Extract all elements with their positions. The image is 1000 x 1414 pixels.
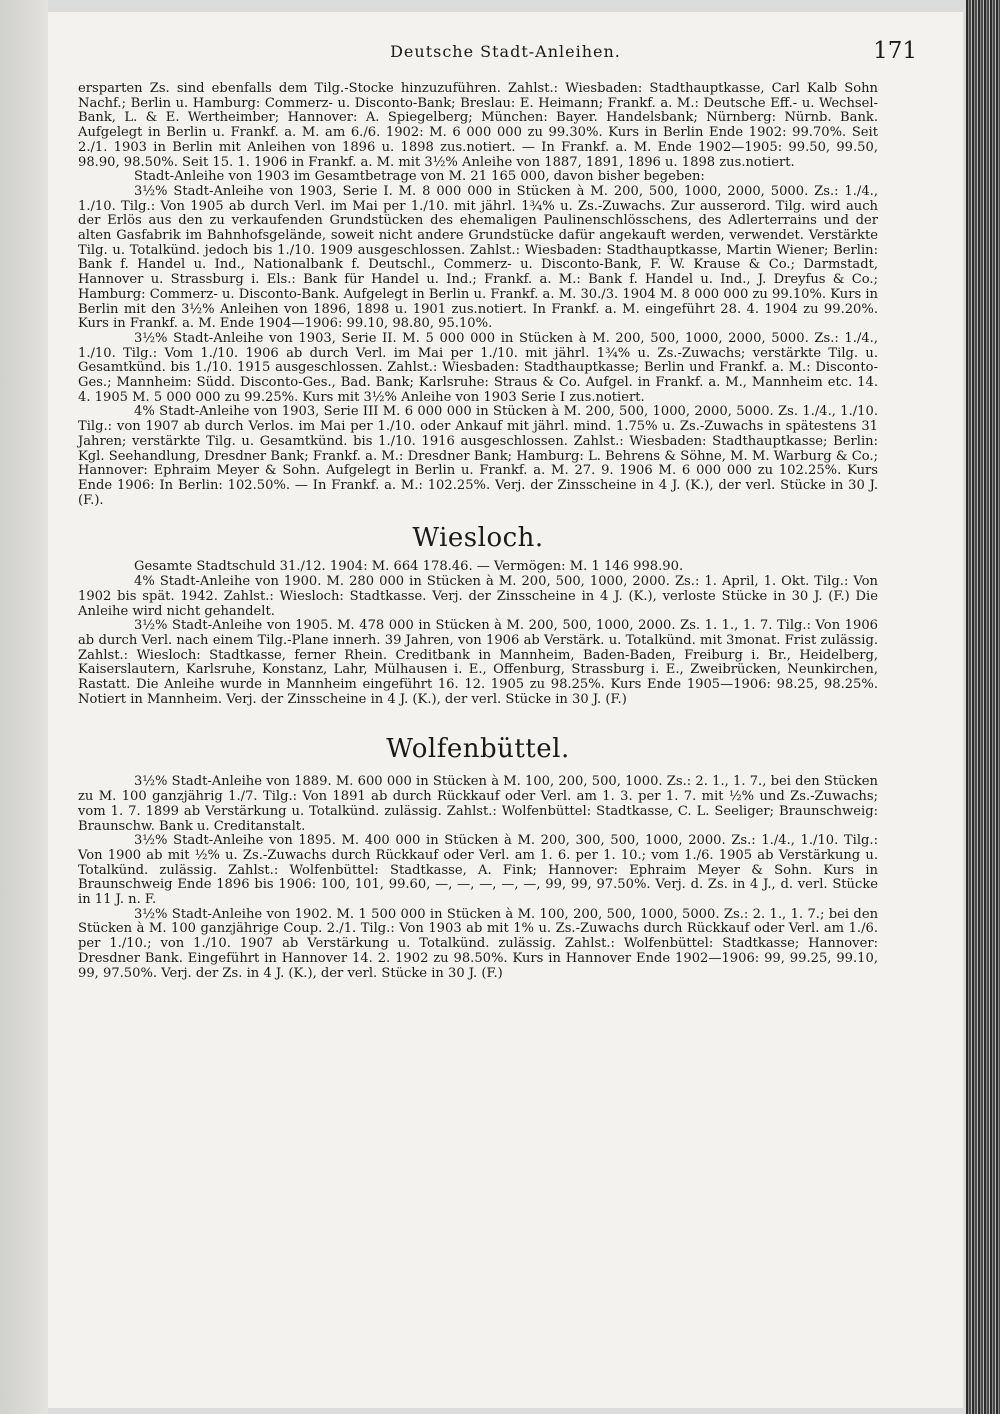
page-left-margin (0, 0, 48, 1414)
paragraph: 3½% Stadt-Anleihe von 1902. M. 1 500 000 in Stücken à M. 100, 200, 500, 1000, 5000. Zs.: 2. 1., 1. 7.; bei den Stücken à M. 100 ganzjährige Coup. 2./1. Tilg.: Von 1903 ab mit 1% u. Zs.-Zuwachs durch Rückkauf oder Verl. am 1./6. per 1./10.; von 1./10. 1907 ab Verstärkung u. Totalkünd. zulässig. Zahlst.: Wolfenbüttel: Stadtkasse; Hannover: Dresdner Bank. Eingeführt in Hannover 14. 2. 1902 zu 98.50%. Kurs in Hannover Ende 1902—1906: 99, 99.25, 99.10, 99, 97.50%. Verj. der Zs. in 4 J. (K.), der verl. Stücke in 30 J. (F.) (78, 906, 878, 981)
paragraph: Gesamte Stadtschuld 31./12. 1904: M. 664 178.46. — Vermögen: M. 1 146 998.90. (134, 559, 684, 575)
book-page (48, 12, 963, 1408)
paragraph: 3½% Stadt-Anleihe von 1903, Serie II. M. 5 000 000 in Stücken à M. 200, 500, 1000, 2000, 5000. Zs.: 1./4., 1./10. Tilg.: Vom 1./10. 1906 ab durch Verl. im Mai per 1./10. mit jährl. 1¾% u. Zs.-Zuwachs; verstärkte Tilg. u. Gesamtkünd. bis 1./10. 1915 ausgeschlossen. Zahlst.: Wiesbaden: Stadthauptkasse; Berlin und Frankf. a. M.: Disconto-Ges.; Mannheim: Südd. Disconto-Ges., Bad. Bank; Karlsruhe: Straus & Co. Aufgel. in Frankf. a. M., Mannheim etc. 14. 4. 1905 M. 5 000 000 zu 99.25%. Kurs mit 3½% Anleihe von 1903 Serie I zus.notiert. (78, 330, 878, 405)
page-body (78, 82, 878, 981)
paragraph: 4% Stadt-Anleihe von 1903, Serie III M. 6 000 000 in Stücken à M. 200, 500, 1000, 2000, 5000. Zs. 1./4., 1./10. Tilg.: von 1907 ab durch Verlos. im Mai per 1./10. oder Ankauf mit jährl. mind. 1.75% u. Zs.-Zuwachs in spätestens 31 Jahren; verstärkte Tilg. u. Gesamtkünd. bis 1./10. 1916 ausgeschlossen. Zahlst.: Wiesbaden: Stadthauptkasse; Berlin: Kgl. Seehandlung, Dresdner Bank; Frankf. a. M.: Dresdner Bank; Hamburg: L. Behrens & Söhne, M. M. Warburg & Co.; Hannover: Ephraim Meyer & Sohn. Aufgelegt in Berlin u. Frankf. a. M. 27. 9. 1906 M. 6 000 000 zu 102.25%. Kurs Ende 1906: In Berlin: 102.50%. — In Frankf. a. M.: 102.25%. Verj. der Zinsscheine in 4 J. (K.), der verl. Stücke in 30 J. (F.). (78, 404, 878, 508)
paragraph: 3½% Stadt-Anleihe von 1903, Serie I. M. 8 000 000 in Stücken à M. 200, 500, 1000, 2000, 5000. Zs.: 1./4., 1./10. Tilg.: Von 1905 ab durch Verl. im Mai per 1./10. mit jährl. 1¾% u. Zs.-Zuwachs. Zur ausserord. Tilg. wird auch der Erlös aus den zu verkaufenden Grundstücken des ehemaligen Paulinenschlösschens, des Adlerterrains und der alten Gasfabrik im Bahnhofsgelände, soweit nicht andere Grundstücke dafür angekauft werden, verwendet. Verstärkte Tilg. u. Totalkünd. jedoch bis 1./10. 1909 ausgeschlossen. Zahlst.: Wiesbaden: Stadthauptkasse, Martin Wiener; Berlin: Bank f. Handel u. Ind., Nationalbank f. Deutschl., Commerz- u. Disconto-Bank, F. W. Krause & Co.; Darmstadt, Hannover u. Strassburg i. Els.: Bank für Handel u. Ind.; Frankf. a. M.: Bank f. Handel u. Ind., J. Dreyfus & Co.; Hamburg: Commerz- u. Disconto-Bank. Aufgelegt in Berlin u. Frankf. a. M. 30./3. 1904 M. 8 000 000 zu 99.10%. Kurs in Berlin mit den 3½% Anleihen von 1896, 1898 u. 1901 zus.notiert. In Frankf. a. M. eingeführt 28. 4. 1904 zu 99.20%. Kurs in Frankf. a. M. Ende 1904—1906: 99.10, 98.80, 95.10%. (78, 183, 878, 332)
book-binding-edge (966, 0, 1000, 1414)
section-heading-wolfenbuettel: Wolfenbüttel. (386, 734, 570, 765)
paragraph: 3½% Stadt-Anleihe von 1889. M. 600 000 in Stücken à M. 100, 200, 500, 1000. Zs.: 2. 1., 1. 7., bei den Stücken zu M. 100 ganzjährig 1./7. Tilg.: Von 1891 ab durch Rückkauf oder Verl. am 1. 3. per 1. 7. mit ½% und Zs.-Zuwachs; vom 1. 7. 1899 ab Verstärkung u. Totalkünd. zulässig. Zahlst.: Wolfenbüttel: Stadtkasse, C. L. Seeliger; Braunschweig: Braunschw. Bank u. Creditanstalt. (78, 774, 878, 834)
paragraph: ersparten Zs. sind ebenfalls dem Tilg.-Stocke hinzuzuführen. Zahlst.: Wiesbaden: Stadthauptkasse, Carl Kalb Sohn Nachf.; Berlin u. Hamburg: Commerz- u. Disconto-Bank; Breslau: E. Heimann; Frankf. a. M.: Deutsche Eff.- u. Wechsel-Bank, L. & E. Wertheimber; Hannover: A. Spiegelberg; München: Bayer. Handelsbank; Nürnberg: Nürnb. Bank. Aufgelegt in Berlin u. Frankf. a. M. am 6./6. 1902: M. 6 000 000 zu 99.30%. Kurs in Berlin Ende 1902: 99.70%. Seit 2./1. 1903 in Berlin mit Anleihen von 1896 u. 1898 zus.notiert. — In Frankf. a. M. Ende 1902—1905: 99.50, 99.50, 98.90, 98.50%. Seit 15. 1. 1906 in Frankf. a. M. mit 3½% Anleihe von 1887, 1891, 1896 u. 1898 zus.notiert. (78, 81, 878, 170)
page-header (48, 38, 963, 68)
paragraph: 3½% Stadt-Anleihe von 1905. M. 478 000 in Stücken à M. 200, 500, 1000, 2000. Zs. 1. 1., 1. 7. Tilg.: Von 1906 ab durch Verl. nach einem Tilg.-Plane innerh. 39 Jahren, von 1906 ab Verstärk. u. Totalkünd. mit 3monat. Frist zulässig. Zahlst.: Wiesloch: Stadtkasse, ferner Rhein. Creditbank in Mannheim, Baden-Baden, Freiburg i. Br., Heidelberg, Kaiserslautern, Karlsruhe, Konstanz, Lahr, Mülhausen i. E., Offenburg, Strassburg i. E., Zweibrücken, Neunkirchen, Rastatt. Die Anleihe wurde in Mannheim eingeführt 16. 12. 1905 zu 98.25%. Kurs Ende 1905—1906: 98.25, 98.25%. Notiert in Mannheim. Verj. der Zinsscheine in 4 J. (K.), der verl. Stücke in 30 J. (F.) (78, 618, 878, 707)
paragraph: Stadt-Anleihe von 1903 im Gesamtbetrage von M. 21 165 000, davon bisher begeben: (134, 169, 705, 185)
paragraph: 4% Stadt-Anleihe von 1900. M. 280 000 in Stücken à M. 200, 500, 1000, 2000. Zs.: 1. April, 1. Okt. Tilg.: Von 1902 bis spät. 1942. Zahlst.: Wiesloch: Stadtkasse. Verj. der Zinsscheine in 4 J. (K.), verloste Stücke in 30 J. (F.) Die Anleihe wird nicht gehandelt. (78, 574, 878, 619)
paragraph: 3½% Stadt-Anleihe von 1895. M. 400 000 in Stücken à M. 200, 300, 500, 1000, 2000. Zs.: 1./4., 1./10. Tilg.: Von 1900 ab mit ½% u. Zs.-Zuwachs durch Rückkauf oder Verl. am 1. 6. per 1. 10.; vom 1./6. 1905 ab Verstärkung u. Totalkünd. zulässig. Zahlst.: Wolfenbüttel: Stadtkasse, A. Fink; Hannover: Ephraim Meyer & Sohn. Kurs in Braunschweig Ende 1896 bis 1906: 100, 101, 99.60, —, —, —, —, —, 99, 99, 97.50%. Verj. d. Zs. in 4 J., d. verl. Stücke in 11 J. n. F. (78, 833, 878, 908)
page-number: 171 (873, 38, 917, 64)
running-title: Deutsche Stadt-Anleihen. (390, 42, 621, 61)
section-heading-wiesloch: Wiesloch. (412, 523, 544, 554)
